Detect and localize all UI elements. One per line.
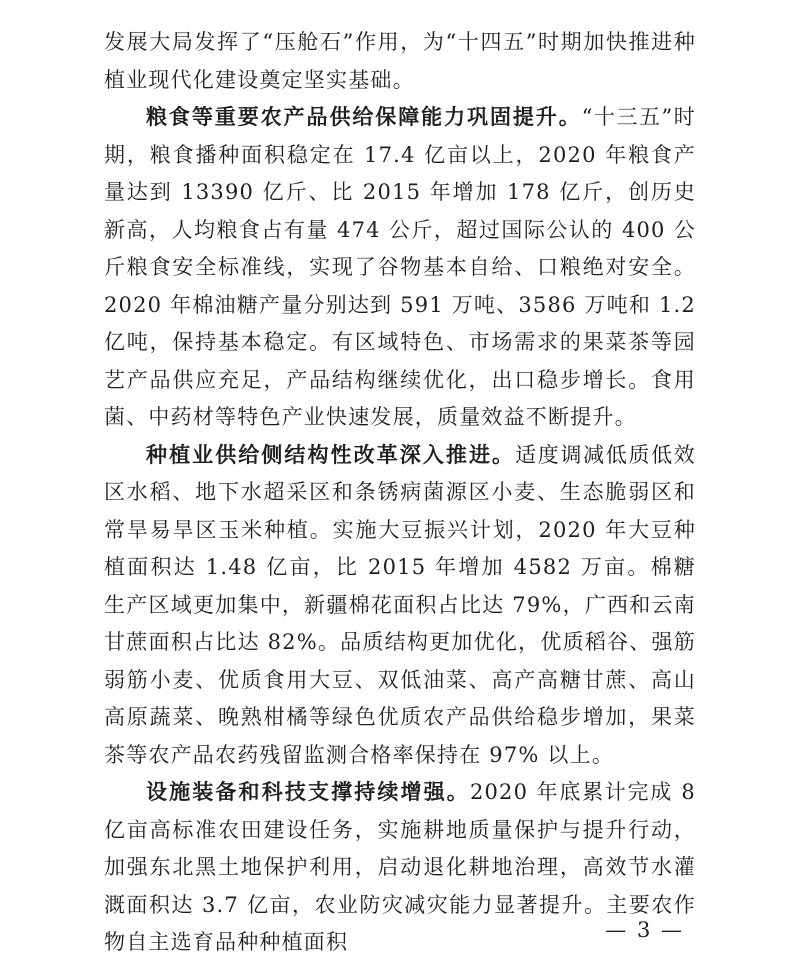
paragraph-3-text: 适度调减低质低效区水稻、地下水超采区和条锈病菌源区小麦、生态脆弱区和常旱易旱区玉米种植。实施大豆振兴计划，2020 年大豆种植面积达 1.48 亿亩，比 2015 年增加 4582 万亩。棉糖生产区域更加集中，新疆棉花面积占比达 79%，广西和云南甘蔗面积占比达 82%。品质结构更加优化，优质稻谷、强筋弱筋小麦、优质食用大豆、双低油菜、高产高糖甘蔗、高山高原蔬菜、晚熟柑橘等绿色优质农产品供给稳步增加，果菜茶等农产品农药残留监测合格率保持在 97% 以上。: [104, 442, 696, 767]
paragraph-2: [104, 99, 696, 437]
paragraph-1: [104, 24, 696, 99]
paragraph-2-text: “十三五”时期，粮食播种面积稳定在 17.4 亿亩以上，2020 年粮食产量达到 13390 亿斤、比 2015 年增加 178 亿斤，创历史新高，人均粮食占有量 474 公斤，超过国际公认的 400 公斤粮食安全标准线，实现了谷物基本自给、口粮绝对安全。2020 年棉油糖产量分别达到 591 万吨、3586 万吨和 1.2 亿吨，保持基本稳定。有区域特色、市场需求的果菜茶等园艺产品供应充足，产品结构继续优化，出口稳步增长。食用菌、中药材等特色产业快速发展，质量效益不断提升。: [104, 105, 696, 429]
paragraph-3-heading: 种植业供给侧结构性改革深入推进。: [146, 442, 516, 467]
page-number: — 3 —: [605, 918, 684, 942]
paragraph-2-heading: 粮食等重要农产品供给保障能力巩固提升。: [146, 105, 582, 129]
paragraph-3: [104, 437, 696, 775]
paragraph-1-text: 发展大局发挥了“压舱石”作用，为“十四五”时期加快推进种植业现代化建设奠定坚实基础。: [104, 30, 696, 92]
paragraph-4-heading: 设施装备和科技支撑持续增强。: [146, 780, 470, 804]
document-body: [104, 24, 696, 962]
paragraph-4-text: 2020 年底累计完成 8 亿亩高标准农田建设任务，实施耕地质量保护与提升行动，加强东北黑土地保护利用，启动退化耕地治理，高效节水灌溉面积达 3.7 亿亩，农业防灾减灾能力显著提升。主要农作物自主选育品种种植面积: [104, 780, 696, 954]
